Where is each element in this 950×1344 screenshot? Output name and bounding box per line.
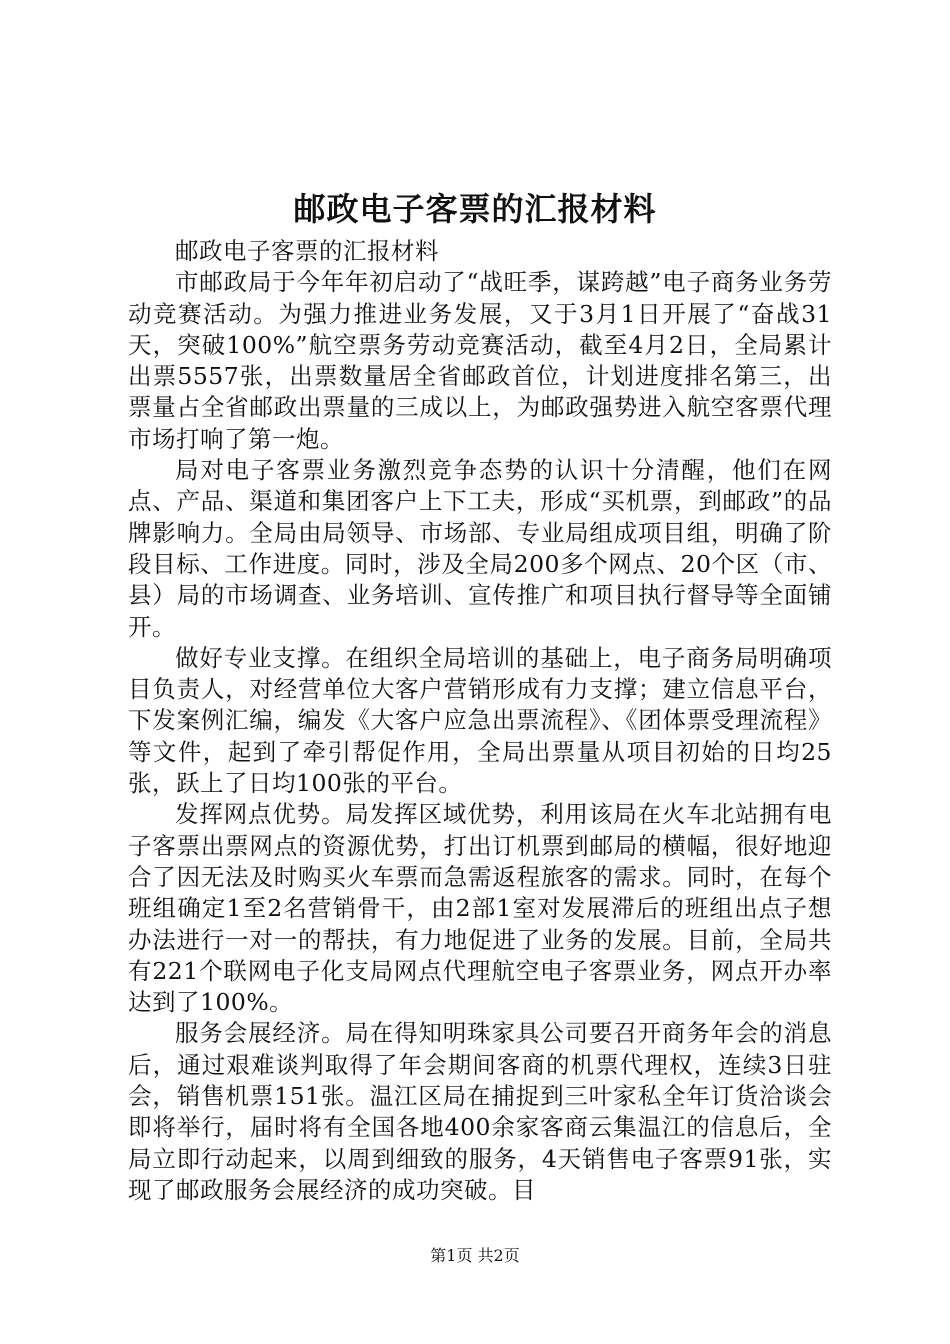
paragraph-intro: 市邮政局于今年年初启动了“战旺季，谋跨越”电子商务业务劳动竞赛活动。为强力推进业务发展，又于3月1日开展了“奋战31天，突破100%”航空票务劳动竞赛活动，截至4月2日，全局累计出票5557张，出票数量居全省邮政首位，计划进度排名第三，出票量占全省邮政出票量的三成以上，为邮政强势进入航空客票代理市场打响了第一炮。 xyxy=(128,268,832,453)
document-body xyxy=(128,236,832,1206)
page-footer xyxy=(0,1245,950,1267)
paragraph-competition: 局对电子客票业务激烈竞争态势的认识十分清醒，他们在网点、产品、渠道和集团客户上下工夫，形成“买机票，到邮政”的品牌影响力。全局由局领导、市场部、专业局组成项目组，明确了阶段目标、工作进度。同时，涉及全局200多个网点、20个区（市、县）局的市场调查、业务培训、宣传推广和项目执行督导等全面铺开。 xyxy=(128,456,832,641)
paragraph-subtitle: 邮政电子客票的汇报材料 xyxy=(175,237,439,265)
page-number-indicator: 第1页 共2页 xyxy=(430,1246,520,1265)
paragraph-professional-support: 做好专业支撑。在组织全局培训的基础上，电子商务局明确项目负责人，对经营单位大客户营销形成有力支撑；建立信息平台，下发案例汇编，编发《大客户应急出票流程》、《团体票受理流程》等文件，起到了牵引帮促作用，全局出票量从项目初始的日均25张，跃上了日均100张的平台。 xyxy=(128,643,832,798)
document-title: 邮政电子客票的汇报材料 xyxy=(293,190,657,228)
paragraph-outlet-advantage: 发挥网点优势。局发挥区域优势，利用该局在火车北站拥有电子客票出票网点的资源优势，打出订机票到邮局的横幅，很好地迎合了因无法及时购买火车票而急需返程旅客的需求。同时，在每个班组确定1至2名营销骨干，由2部1室对发展滞后的班组出点子想办法进行一对一的帮扶，有力地促进了业务的发展。目前，全局共有221个联网电子化支局网点代理航空电子客票业务，网点开办率达到了100%。 xyxy=(128,800,832,1017)
paragraph-exhibition-economy: 服务会展经济。局在得知明珠家具公司要召开商务年会的消息后，通过艰难谈判取得了年会期间客商的机票代理权，连续3日驻会，销售机票151张。温江区局在捕捉到三叶家私全年订货洽谈会即将举行，届时将有全国各地400余家客商云集温江的信息后，全局立即行动起来，以周到细致的服务，4天销售电子客票91张，实现了邮政服务会展经济的成功突破。目 xyxy=(128,1019,832,1204)
